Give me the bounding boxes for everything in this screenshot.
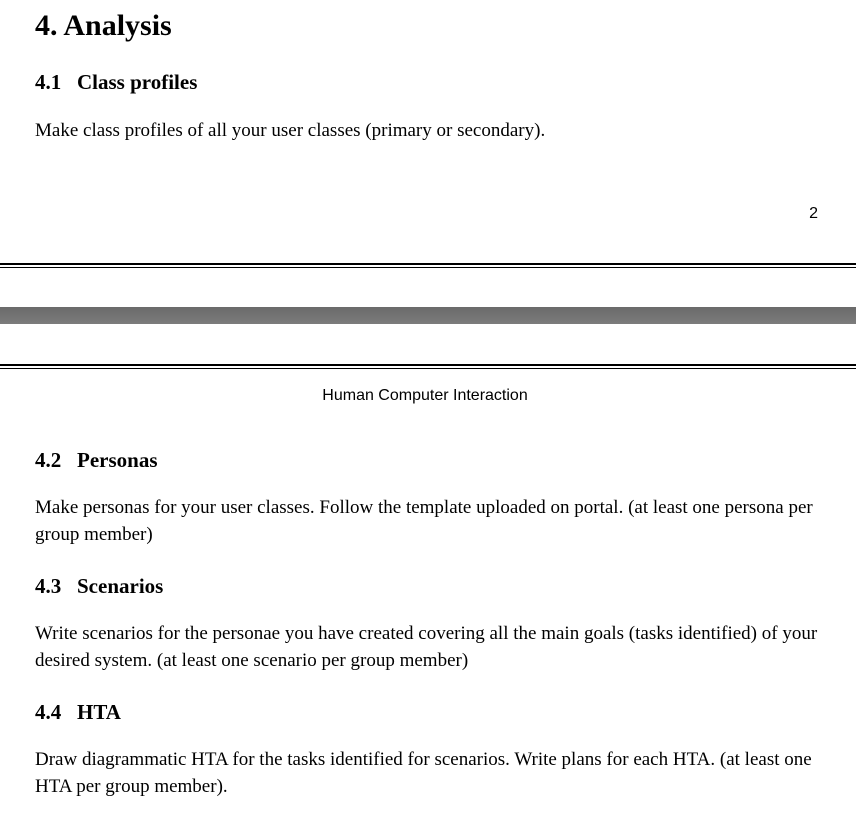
section-text-4-3: Write scenarios for the personae you have created covering all the main goals (tasks identified) of your desired system. (at least one scenario per group member) (35, 623, 818, 671)
page-bottom-rule-thin (0, 267, 856, 268)
page-number: 2 (809, 205, 818, 222)
section-heading-4-1 (35, 68, 197, 96)
section-heading-4-2 (35, 446, 158, 474)
section-number: 4.1 (35, 70, 62, 94)
section-text-4-1: Make class profiles of all your user classes (primary or secondary). (35, 120, 546, 141)
section-title: Personas (77, 448, 158, 472)
page-bottom-rule (0, 263, 856, 265)
section-heading-4-4 (35, 698, 121, 726)
section-number: 4.4 (35, 700, 62, 724)
section-heading-4-3 (35, 572, 163, 600)
page-gap (0, 307, 856, 324)
page-top-rule-thin (0, 368, 856, 369)
page-header: Human Computer Interaction (322, 387, 528, 404)
section-title: Class profiles (77, 70, 198, 94)
section-number: 4.3 (35, 574, 62, 598)
section-number: 4.2 (35, 448, 62, 472)
page-top-rule (0, 364, 856, 366)
section-title: Scenarios (77, 574, 164, 598)
section-text-4-4: Draw diagrammatic HTA for the tasks identified for scenarios. Write plans for each HTA. (at least one HTA per group member). (35, 749, 812, 797)
section-text-4-2: Make personas for your user classes. Follow the template uploaded on portal. (at least one persona per group member) (35, 497, 813, 545)
chapter-heading: 4. Analysis (35, 9, 172, 42)
section-title: HTA (77, 700, 121, 724)
